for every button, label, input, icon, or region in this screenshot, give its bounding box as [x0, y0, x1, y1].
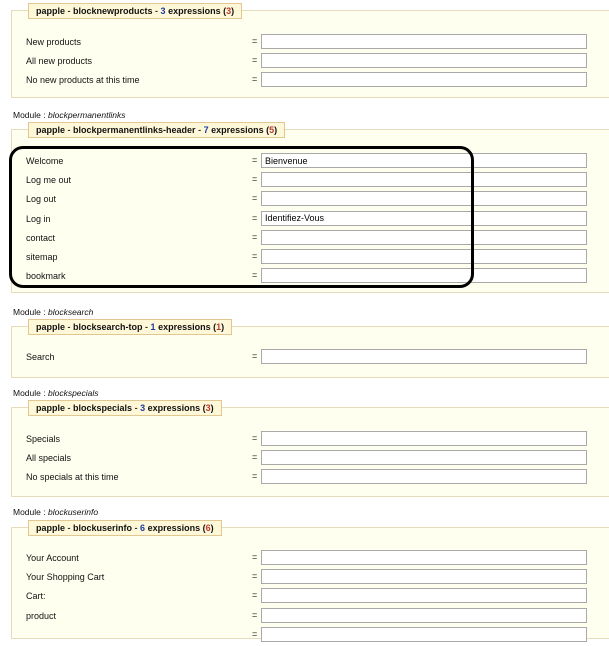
translation-input[interactable] [261, 569, 587, 584]
translation-row [12, 349, 609, 368]
legend-theme: papple [36, 403, 66, 413]
translation-input[interactable] [261, 53, 587, 68]
translation-input[interactable] [261, 627, 587, 642]
translation-row [12, 268, 609, 287]
equals-sign: = [252, 251, 258, 261]
legend-block-name: blockpermanentlinks-header [73, 125, 196, 135]
translation-row [12, 469, 609, 488]
translation-input[interactable] [261, 211, 587, 226]
translation-row [12, 172, 609, 191]
equals-sign: = [252, 452, 258, 463]
legend-expression-count: 6 [140, 523, 146, 533]
translation-row [12, 569, 609, 588]
legend-expressions-word: expressions [211, 125, 264, 135]
expression-label: Log in [26, 213, 51, 224]
legend-missing-count: 3 [226, 6, 232, 16]
expression-label: No new products at this time [26, 75, 140, 86]
legend-missing-count: 3 [205, 403, 211, 413]
expression-label: sitemap [26, 252, 58, 262]
fieldset-legend: papple - blocksearch-top - 1 expressions (1) [28, 319, 232, 335]
legend-separator: - [142, 322, 151, 332]
module-prefix: Module : [13, 388, 46, 398]
expression-label: Cart: [26, 591, 46, 602]
legend-missing-count: 5 [269, 125, 275, 135]
legend-theme: papple [36, 125, 66, 135]
equals-sign: = [252, 36, 258, 46]
fieldset-legend: papple - blocknewproducts - 3 expressions (3) [28, 3, 242, 19]
translation-input[interactable] [261, 450, 587, 465]
equals-sign: = [252, 351, 258, 361]
legend-separator: - [195, 125, 204, 135]
expression-label: Search [26, 352, 55, 362]
translation-input[interactable] [261, 34, 587, 49]
legend-expressions-word: expressions [168, 6, 221, 16]
translation-input[interactable] [261, 191, 587, 206]
expression-label: Log out [26, 194, 57, 205]
translation-input[interactable] [261, 72, 587, 87]
expression-label: New products [26, 37, 82, 47]
expression-label: No specials at this time [26, 472, 119, 483]
legend-block-name: blockuserinfo [73, 523, 133, 533]
translation-row [12, 450, 609, 469]
expression-label: Welcome [26, 156, 64, 166]
translation-row [12, 153, 609, 172]
legend-expression-count: 7 [203, 125, 209, 135]
translation-row [12, 550, 609, 569]
equals-sign: = [252, 471, 258, 482]
expressions-fieldset [11, 322, 609, 378]
translation-input[interactable] [261, 172, 587, 187]
equals-sign: = [252, 174, 258, 185]
translation-row [12, 608, 609, 627]
translation-row [12, 211, 609, 230]
legend-theme: papple [36, 322, 66, 332]
equals-sign: = [252, 74, 258, 85]
expression-label: Your Account [26, 553, 79, 563]
equals-sign: = [252, 193, 258, 204]
fieldset-legend: papple - blockpermanentlinks-header - 7 expressions (5) [28, 122, 285, 138]
equals-sign: = [252, 571, 258, 582]
expression-label: All specials [26, 453, 72, 464]
fieldset-legend: papple - blockuserinfo - 6 expressions (6) [28, 520, 222, 536]
module-prefix: Module : [13, 110, 46, 120]
expression-label: product [26, 610, 57, 621]
equals-sign: = [252, 55, 258, 66]
translation-row [12, 431, 609, 450]
legend-expression-count: 3 [160, 6, 166, 16]
expression-label: contact [26, 232, 56, 243]
legend-expressions-word: expressions [147, 523, 201, 533]
expression-label: Specials [26, 434, 61, 444]
translation-input[interactable] [261, 550, 587, 565]
equals-sign: = [252, 609, 258, 620]
translation-input[interactable] [261, 230, 587, 245]
module-name: blockpermanentlinks [47, 110, 126, 120]
expressions-fieldset [11, 523, 609, 639]
expression-label: All new products [26, 56, 93, 67]
equals-sign: = [252, 590, 258, 601]
expressions-fieldset [11, 403, 609, 497]
equals-sign: = [252, 231, 258, 242]
legend-block-name: blocksearch-top [73, 322, 143, 332]
legend-separator: - [65, 322, 74, 332]
module-prefix: Module : [13, 307, 46, 317]
legend-missing-count: 1 [216, 322, 222, 332]
translation-row [12, 34, 609, 53]
legend-separator: - [132, 403, 141, 413]
legend-separator: - [152, 6, 161, 16]
module-name: blockspecials [47, 388, 99, 398]
legend-expressions-word: expressions [158, 322, 211, 332]
legend-theme: papple [36, 523, 66, 533]
fieldset-legend: papple - blockspecials - 3 expressions (3) [28, 400, 222, 416]
translation-input[interactable] [261, 249, 587, 264]
translation-input[interactable] [261, 153, 587, 168]
expression-label: bookmark [26, 271, 66, 282]
expression-label: Your Shopping Cart [26, 572, 105, 583]
module-label [13, 507, 98, 517]
translation-input[interactable] [261, 431, 587, 446]
translation-row [12, 72, 609, 91]
translation-input[interactable] [261, 469, 587, 484]
module-name: blockuserinfo [47, 507, 99, 517]
legend-expressions-word: expressions [147, 403, 201, 413]
legend-separator: - [65, 125, 74, 135]
equals-sign: = [252, 628, 258, 639]
equals-sign: = [252, 212, 258, 223]
legend-separator: - [65, 523, 74, 533]
equals-sign: = [252, 270, 258, 281]
module-prefix: Module : [13, 507, 46, 517]
translation-row [12, 53, 609, 72]
module-name: blocksearch [47, 307, 94, 317]
legend-missing-count: 6 [205, 523, 211, 533]
translation-input[interactable] [261, 268, 587, 283]
equals-sign: = [252, 155, 258, 165]
legend-separator: - [65, 403, 74, 413]
legend-expression-count: 3 [140, 403, 146, 413]
legend-separator: - [65, 6, 74, 16]
translation-row [12, 588, 609, 607]
translation-row [12, 230, 609, 249]
translation-row [12, 249, 609, 268]
legend-separator: - [132, 523, 141, 533]
translation-row [12, 191, 609, 210]
legend-block-name: blocknewproducts [73, 6, 153, 16]
equals-sign: = [252, 552, 258, 562]
module-label [13, 388, 99, 398]
expression-label: Log me out [26, 175, 72, 186]
legend-block-name: blockspecials [73, 403, 133, 413]
legend-expression-count: 1 [150, 322, 156, 332]
equals-sign: = [252, 433, 258, 443]
expressions-fieldset [11, 6, 609, 98]
expressions-fieldset [11, 125, 609, 293]
module-label [13, 307, 93, 317]
translation-input[interactable] [261, 608, 587, 623]
module-label [13, 110, 125, 120]
legend-theme: papple [36, 6, 66, 16]
translation-input[interactable] [261, 588, 587, 603]
translation-input[interactable] [261, 349, 587, 364]
